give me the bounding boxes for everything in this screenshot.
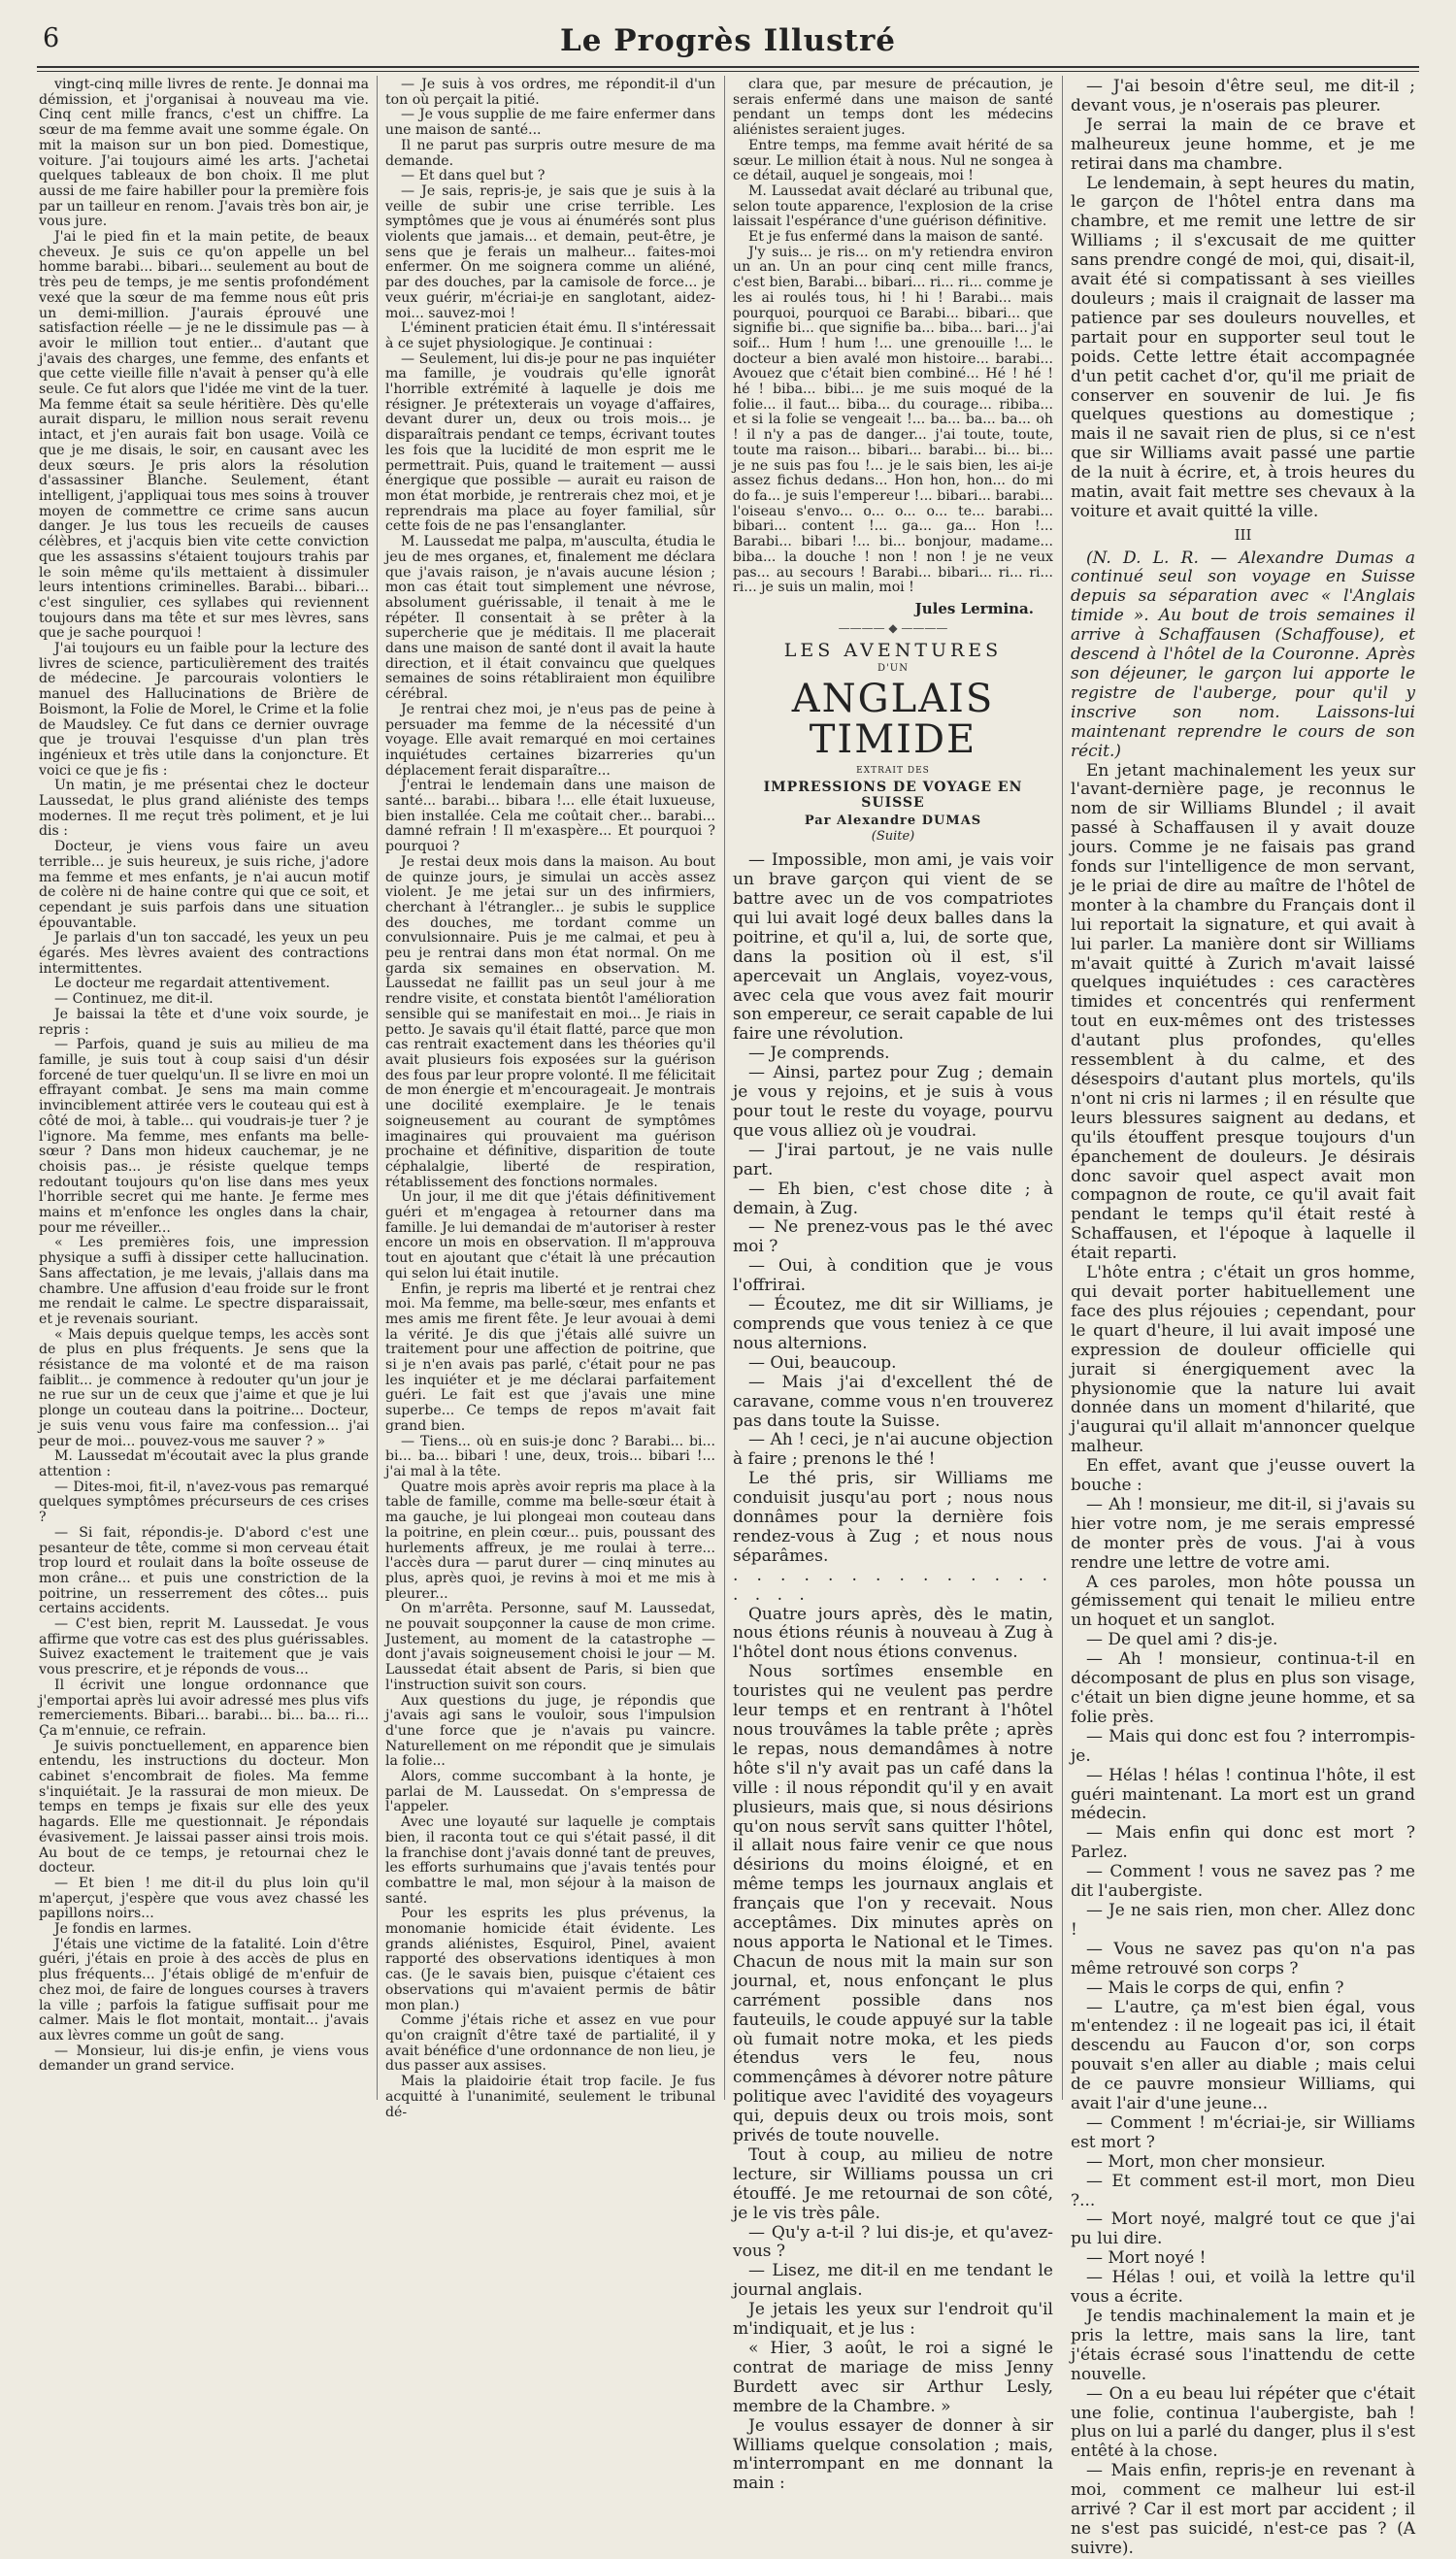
paragraph: — Lisez, me dit-il en me tendant le journal anglais. (733, 2261, 1053, 2301)
story-heading (733, 640, 1053, 844)
paragraph: Quatre mois après avoir repris ma place à la table de famille, comme ma belle-sœur était à ma gauche, je lui plongeai mon couteau dans la poitrine, en plein cœur... puis, poussant des hurlements affreux, je me roulai à terre... l'accès dura — parut durer — cinq minutes au plus, après quoi, je revins à moi et me mis à pleurer... (385, 1479, 715, 1602)
story-ending (733, 78, 1053, 596)
paragraph: « Mais depuis quelque temps, les accès sont de plus en plus fréquents. Je sens que la résistance de ma volonté et de ma raison faiblit... je commence à redouter qu'un jour je ne rue sur un de ceux que j'aime et que je lui plonge un couteau dans la poitrine... Docteur, je suis venu vous faire ma confession... j'ai peur de moi... pouvez-vous me sauver ? » (39, 1326, 369, 1449)
paragraph: A ces paroles, mon hôte poussa un gémissement qui tenait le milieu entre un hoquet et un sanglot. (1071, 1572, 1415, 1631)
paragraph: — Mais le corps de qui, enfin ? (1086, 1977, 1344, 1998)
paragraph: Un jour, il me dit que j'étais définitivement guéri et m'engagea à retourner dans ma famille. Je lui demandai de m'autoriser à rester encore un mois en observation. Il m'approuva tout en ajoutant que c'était là une précaution qui selon lui était inutile. (385, 1189, 715, 1281)
paragraph: J'ai toujours eu un faible pour la lecture des livres de science, particulièrement des traités de médecine. Je parcourais volontiers le manuel des Hallucinations de Brière de Boismont, la Folie de Morel, le Crime et la folie de Maudsley. Ce fut dans ce dernier ouvrage que je trouvai l'esquisse d'un plan très ingénieux et très utile dans la conjoncture. Et voici ce que je fis : (39, 641, 369, 779)
paragraph: J'y suis... je ris... on m'y retiendra environ un an. Un an pour cinq cent mille francs, c'est bien, Barabi... bibari... ri... ri... comme je les ai roulés tous, hi ! hi ! Barabi... mais pourquoi, pourquoi ce Barabi... bibari... que signifie bi... que signifie ba... biba... bari... j'ai soif... Hum ! hum !... une grenouille !... le docteur a bien avalé mon histoire... barabi... Avouez que c'était bien combiné... Hé ! hé ! hé ! biba... bibi... je me suis moqué de la folie... il faut... biba... du courage... ribiba... et si la folie se vengeait !... ba... ba... ba... oh ! il n'y a pas de danger... j'ai toute, toute, toute ma raison... bibari... barabi... bi... bi... je ne suis pas fou !... je le sais bien, les ai-je assez fichus dedans... Hon hon, hon... do mi do fa... je suis l'empereur !... bibari... barabi... l'oiseau s'envo... o... o... o... te... barabi... bibari... content !... ga... ga... Hon !... Barabi... bibari !... bi... bonjour, madame... biba... la douche ! non ! non ! je ne veux pas... au secours ! Barabi... bibari... ri... ri... ri... je suis un malin, moi ! (733, 244, 1053, 596)
page-header (37, 21, 1419, 72)
paragraph: — Ainsi, partez pour Zug ; demain je vous y rejoins, et je suis à vous pour tout le reste du voyage, pourvu que vous alliez où je voudrai. (733, 1063, 1053, 1141)
paragraph: — Parfois, quand je suis au milieu de ma famille, je suis tout à coup saisi d'un désir forcené de tuer quelqu'un. Il se livre en moi un effrayant combat. Je sens ma main comme invinciblement attirée vers le couteau qui est à côté de moi, à table... qui voudrais-je tuer ? je l'ignore. Ma femme, mes enfants ma belle-sœur ? Dans mon hideux cauchemar, je ne choisis pas... je résiste quelque temps redoutant toujours qu'on lise dans mes yeux l'horrible secret qui me hante. Je ferme mes mains et m'enfonce les ongles dans la chair, pour me réveiller... (39, 1037, 369, 1236)
paragraph: — Je vous supplie de me faire enfermer dans une maison de santé... (385, 107, 715, 139)
paragraph: Il écrivit une longue ordonnance que j'emportai après lui avoir adressé mes plus vifs remerciements. Bibari... barabi... bi... ba... ri... Ça m'ennuie, ce refrain. (39, 1677, 369, 1739)
paragraph: Alors, comme succombant à la honte, je parlai de M. Laussedat. On s'empressa de l'appeler. (385, 1769, 715, 1815)
paragraph: Je parlais d'un ton saccadé, les yeux un peu égarés. Mes lèvres avaient des contractions intermittentes. (39, 930, 369, 977)
paragraph: Pour les esprits les plus prévenus, la monomanie homicide était évidente. Les grands aliénistes, Esquirol, Pinel, avaient rapporté des observations identiques à mon cas. (Je le savais bien, puisque c'étaient ces observations qui m'avaient permis de bâtir mon plan.) (385, 1906, 715, 2013)
paragraph: — Seulement, lui dis-je pour ne pas inquiéter ma famille, je voudrais qu'elle ignorât l'horrible extrémité à laquelle je dois me résigner. Je prétexterais un voyage d'affaires, devant durer un, deux ou trois mois... je disparaîtrais pendant ce temps, écrivant toutes les fois que la lucidité de mon esprit me le permettrait. Puis, quand le traitement — aussi énergique que possible — aurait eu raison de mon état morbide, je rentrerais chez moi, et je reprendrais ma place au foyer familial, sûr cette fois de ne pas l'ensanglanter. (385, 350, 715, 535)
paragraph: En effet, avant que j'eusse ouvert la bouche : (1071, 1456, 1415, 1496)
paragraph: Le thé pris, sir Williams me conduisit jusqu'au port ; nous nous donnâmes pour la dernière fois rendez-vous à Zug ; et nous nous séparâmes. (733, 1469, 1053, 1566)
story-continued: (Suite) (871, 828, 915, 844)
paragraph: Nous sortîmes ensemble en touristes qui ne veulent pas perdre leur temps et en rentrant à l'hôtel nous trouvâmes la table prête ; après le repas, nous demandâmes à notre hôte s'il n'y avait pas un café dans la ville : il nous répondit qu'il y en avait plusieurs, mais que, si nous désirions qu'on nous servît sans quitter l'hôtel, il allait nous faire venir ce que nous désirions du moins éloigné, et en même temps les journaux anglais et français que l'on y recevait. Nous acceptâmes. Dix minutes après on nous apporta le National et le Times. Chacun de nous mit la main sur son journal, et, nous enfonçant le plus carrément possible dans nos fauteuils, le coude appuyé sur la table où fumait notre moka, et les pieds étendus vers le feu, nous commençâmes à dévorer notre pâture politique avec l'avidité des voyageurs qui, depuis deux ou trois mois, sont privés de toute nouvelle. (733, 1662, 1053, 2146)
paragraph: Il ne parut pas surpris outre mesure de ma demande. (385, 137, 715, 169)
paragraph: Et je fus enfermé dans la maison de santé. (748, 229, 1043, 246)
paragraph: — Si fait, répondis-je. D'abord c'est une pesanteur de tête, comme si mon cerveau était trop lourd et roulait dans la boîte osseuse de mon crâne... et puis une constriction de la poitrine, un resserrement des côtes... puis certains accidents. (39, 1524, 369, 1617)
column-divider (1062, 76, 1063, 2100)
paragraph: Je fondis en larmes. (54, 1921, 192, 1938)
paragraph: — Mais enfin, repris-je en revenant à moi, comment ce malheur lui est-il arrivé ? Car il est mort par accident ; il ne s'est pas suicidé, n'est-ce pas ? (A suivre). (1071, 2461, 1415, 2558)
paragraph: Je tendis machinalement la main et je pris la lettre, mais sans la lire, tant j'étais écrasé sous l'inattendu de cette nouvelle. (1071, 2307, 1415, 2384)
paragraph: — Et comment est-il mort, mon Dieu ?... (1071, 2171, 1415, 2210)
divider-ornament: ———— ◆ ———— (838, 620, 948, 635)
paragraph: — Mais j'ai d'excellent thé de caravane, comme vous n'en trouverez pas dans toute la Suisse. (733, 1372, 1053, 1431)
paragraph: — Hélas ! hélas ! continua l'hôte, il est guéri maintenant. La mort est un grand médecin. (1071, 1765, 1415, 1824)
paragraph: — Mais enfin qui donc est mort ? Parlez. (1071, 1823, 1415, 1863)
paragraph: Je baissai la tête et d'une voix sourde, je repris : (39, 1006, 369, 1038)
editor-note: (N. D. L. R. — Alexandre Dumas a continué seul son voyage en Suisse depuis sa séparation avec « l'Anglais timide ». Au bout de trois semaines il arrive à Schaffausen (Schaffouse), et descend à l'hôtel de la Couronne. Après son déjeuner, le garçon lui apporte le registre de l'auberge, pour qu'il y inscrive son nom. Laissons-lui maintenant reprendre le cours de son récit.) (1071, 548, 1415, 761)
story-heading-line1: LES AVENTURES (783, 640, 1003, 662)
paragraph: — Et bien ! me dit-il du plus loin qu'il m'aperçut, j'espère que vous avez chassé les papillons noirs... (39, 1875, 369, 1922)
paragraph: — Qu'y a-t-il ? lui dis-je, et qu'avez-vous ? (733, 2222, 1053, 2262)
paragraph: — Continuez, me dit-il. (54, 991, 214, 1008)
paragraph: Tout à coup, au milieu de notre lecture, sir Williams poussa un cri étouffé. Je me retournai de son côté, je le vis très pâle. (733, 2144, 1053, 2223)
paragraph: Je suivis ponctuellement, en apparence bien entendu, les instructions du docteur. Mon cabinet s'encombrait de fioles. Ma femme s'inquiétait. Je la rassurai de mon mieux. De temps en temps je fixais sur elle des yeux hagards. Elle me questionnait. Je répondais évasivement. Je laissai passer ainsi trois mois. Au bout de ce temps, je retournai chez le docteur. (39, 1738, 369, 1877)
author-signature: Jules Lermina. (914, 599, 1034, 617)
paragraph: — C'est bien, reprit M. Laussedat. Je vous affirme que votre cas est des plus guérissables. Suivez exactement le traitement que je vais vous prescrire, et je réponds de vous... (39, 1616, 369, 1678)
story-source: IMPRESSIONS DE VOYAGE EN SUISSE (763, 780, 1023, 812)
column-4 (1071, 77, 1415, 2558)
paragraph: — Mort noyé, malgré tout ce que j'ai pu lui dire. (1071, 2210, 1415, 2249)
story-body (733, 851, 1053, 2494)
paragraph: — Écoutez, me dit sir Williams, je comprends que vous teniez à ce que nous alternions. (733, 1295, 1053, 1353)
paragraph: M. Laussedat m'écoutait avec la plus grande attention : (39, 1448, 369, 1479)
paragraph: M. Laussedat me palpa, m'ausculta, étudia le jeu de mes organes, et, finalement me déclara que j'avais raison, je n'avais aucune lésion ; mon cas était tout simplement une névrose, absolument guérissable, il tenait à me le répéter. Il consentait à se prêter à la supercherie que je méditais. Il me placerait dans une maison de santé dont il avait la haute direction, et il était convaincu que quelques semaines de soins rétabliraient mon équilibre cérébral. (385, 534, 715, 703)
paragraph: J'étais une victime de la fatalité. Loin d'être guéri, j'étais en proie à des accès de plus en plus fréquents... J'étais obligé de m'enfuir de chez moi, de faire de longues courses à travers la ville ; parfois la fatigue suffisait pour me calmer. Mais le flot montait, montait... j'avais aux lèvres comme un goût de sang. (39, 1936, 369, 2044)
paragraph: — Mais qui donc est fou ? interrompis-je. (1071, 1726, 1415, 1766)
newspaper-title: Le Progrès Illustré (559, 23, 897, 58)
paragraph: J'ai le pied fin et la main petite, de beaux cheveux. Je suis ce qu'on appelle un bel homme barabi... bibari... seulement au bout de très peu de temps, je me sentis profondément vexé que la sœur de ma femme nous eût pris un demi-million. J'aurais éprouvé une satisfaction réelle — je ne le dissimule pas — à avoir le million tout entier... d'autant que j'avais des charges, une femme, des enfants et que cette vieille fille n'avait à penser qu'à elle seule. Ce fut alors que l'idée me vint de la tuer. Ma femme était sa seule héritière. Dès qu'elle aurait disparu, le million nous serait revenu intact, et j'en aurais fait bon usage. Voilà ce que je me disais, le soir, en causant avec les deux sœurs. Je pris alors la résolution d'assassiner Blanche. Seulement, étant intelligent, j'appliquai tous mes soins à trouver moyen de commettre ce crime sans aucun danger. Je lus tous les recueils de causes célèbres, et j'acquis bien vite cette conviction que les assassins s'étaient toujours trahis par le soin même qu'ils mettaient à dissimuler leurs intentions criminelles. Barabi... bibari... c'est singulier, ces syllabes qui reviennent toujours dans ma tête et sur mes lèvres, sans que je sache pourquoi ! (39, 229, 369, 642)
paragraph: « Les premières fois, une impression physique a suffi à dissiper cette hallucination. Sans affectation, je me levais, j'allais dans ma chambre. Une affusion d'eau froide sur le front me rendait le calme. Le spectre disparaissait, et je revenais souriant. (39, 1235, 369, 1327)
paragraph: Je jetais les yeux sur l'endroit qu'il m'indiquait, et je lus : (733, 2300, 1053, 2340)
paragraph: — L'autre, ça m'est bien égal, vous m'entendez : il ne logeait pas ici, il était descendu au Faucon d'or, son corps pouvait s'en aller au diable ; mais celui de ce pauvre monsieur Williams, qui avait l'air d'une jeune... (1071, 1997, 1415, 2114)
paragraph: clara que, par mesure de précaution, je serais enfermé dans une maison de santé pendant un temps dont les médecins aliénistes seraient juges. (733, 77, 1053, 139)
paragraph: Mais la plaidoirie était trop facile. Je fus acquitté à l'unanimité, seulement le tribunal dé- (385, 2074, 715, 2120)
paragraph: Aux questions du juge, je répondis que j'avais agi sans le vouloir, sous l'impulsion d'une force que je n'avais pu vaincre. Naturellement on me répondit que je simulais la folie... (385, 1692, 715, 1770)
paragraph: En jetant machinalement les yeux sur l'avant-dernière page, je reconnus le nom de sir Williams Blundel ; il avait passé à Schaffausen il y avait douze jours. Comme je ne faisais pas grand fonds sur l'intelligence de mon servant, je le priai de dire au maître de l'hôtel de monter à la chambre du Français dont il lui reportait la signature, et qui avait à lui parler. La manière dont sir Williams m'avait quitté à Zurich m'avait laissé quelques inquiétudes : ces caractères timides et concentrés qui renferment tout en eux-mêmes ont des tristesses d'autant plus profondes, qu'elles ressemblent à du calme, et des désespoirs d'autant plus mortels, qu'ils n'ont ni cris ni larmes ; il en résulte que leurs blessures saignent au dedans, et qu'ils étouffent presque toujours d'un épanchement de douleurs. Je désirais donc savoir quel aspect avait mon compagnon de route, ce qu'il avait fait pendant le temps qu'il était resté à Schaffausen, et l'époque à laquelle il était reparti. (1071, 760, 1415, 1264)
paragraph: — Mort noyé ! (1086, 2248, 1207, 2269)
paragraph: Je restai deux mois dans la maison. Au bout de quinze jours, je simulai un accès assez violent. Je me jetai sur un des infirmiers, cherchant à l'étrangler... je subis le supplice des douches, me tordant comme un convulsionnaire. Puis je me calmai, et peu à peu je rentrai dans mon état normal. On me garda six semaines en observation. M. Laussedat ne faillit pas un seul jour à me rendre visite, et constata bientôt l'amélioration sensible qui se manifestait en moi... Je riais in petto. Je savais qu'il était flatté, parce que mon cas rentrait exactement dans les théories qu'il avait plusieurs fois exposées sur la guérison des fous par leur propre volonté. Il me félicitait de mon énergie et m'encourageait. Je montrais une docilité exemplaire. Je le tenais soigneusement au courant de symptômes imaginaires qui prouvaient ma guérison prochaine et définitive, disparition de toute céphalalgie, liberté de respiration, rétablissement des fonctions normales. (385, 853, 715, 1190)
paragraph: — Je comprends. (748, 1044, 890, 1064)
paragraph: — Oui, beaucoup. (748, 1352, 897, 1373)
header-rule (37, 66, 1419, 68)
paragraph: — J'ai besoin d'être seul, me dit-il ; devant vous, je n'oserais pas pleurer. (1071, 77, 1415, 116)
paragraph: — Eh bien, c'est chose dite ; à demain, à Zug. (733, 1179, 1053, 1218)
paragraph: — Ah ! monsieur, continua-t-il en décomposant de plus en plus son visage, c'était un bien digne jeune homme, et sa folie près. (1071, 1649, 1415, 1727)
column-2 (385, 77, 715, 2120)
paragraph: — Monsieur, lui dis-je enfin, je viens vous demander un grand service. (39, 2043, 369, 2075)
story-body-continued-2 (1071, 762, 1415, 2559)
paragraph: Comme j'étais riche et assez en vue pour qu'on craignît d'être taxé de partialité, il y avait bénéfice d'une ordonnance de non lieu, je dus passer aux assises. (385, 2012, 715, 2075)
paragraph: L'hôte entra ; c'était un gros homme, qui devait porter habituellement une face des plus réjouies ; cependant, pour le quart d'heure, il lui avait imposé une expression de douleur officielle qui jurait si énergiquement avec la physionomie que la nature lui avait donnée dans un moment d'hilarité, que j'augurai qu'il allait m'annoncer quelque malheur. (1071, 1263, 1415, 1457)
story-extract-label: EXTRAIT DES (856, 765, 930, 776)
paragraph: — Comment ! vous ne savez pas ? me dit l'aubergiste. (1071, 1862, 1415, 1902)
column-3 (733, 77, 1053, 2494)
section-number: III (1234, 525, 1252, 544)
paragraph: — Comment ! m'écriai-je, sir Williams est mort ? (1071, 2112, 1415, 2152)
column-1 (39, 78, 369, 2100)
story-heading-line2: D'UN (877, 663, 909, 675)
paragraph: J'entrai le lendemain dans une maison de santé... barabi... bibara !... elle était luxueuse, bien installée. Cela me coûtait cher... barabi... damné refrain ! Il m'exaspère... Et pourquoi ? pourquoi ? (385, 778, 715, 855)
paragraph: — Ah ! monsieur, me dit-il, si j'avais su hier votre nom, je me serais empressé de monter près de vous. J'ai à vous rendre une lettre de votre ami. (1071, 1494, 1415, 1573)
paragraph: — Je ne sais rien, mon cher. Allez donc ! (1071, 1900, 1415, 1940)
header-rule-thin (37, 71, 1419, 72)
paragraph: Enfin, je repris ma liberté et je rentrai chez moi. Ma femme, ma belle-sœur, mes enfants et mes amis me firent fête. Je leur avouai à demi la vérité. Je dis que j'étais allé suivre un traitement pour une affection de poitrine, que si je n'en avais pas parlé, c'était pour ne pas les inquiéter et je me déclarai parfaitement guéri. Le fait est que j'avais une mine superbe... Ce temps de repos m'avait fait grand bien. (385, 1280, 715, 1434)
paragraph: Le lendemain, à sept heures du matin, le garçon de l'hôtel entra dans ma chambre, et me remit une lettre de sir Williams ; il s'excusait de me quitter sans prendre congé de moi, qui, disait-il, avait été si compatissant à ses vieilles douleurs ; mais il craignait de lasser ma patience par ses douleurs nouvelles, et partait pour en supporter seul tout le poids. Cette lettre était accompagnée d'un petit cachet d'or, qu'il me priait de conserver en souvenir de lui. Je fis quelques questions au domestique ; mais il ne savait rien de plus, si ce n'est que sir Williams avait passé une partie de la nuit à écrire, et, à trois heures du matin, avait fait mettre ses chevaux à la voiture et avait quitté la ville. (1071, 173, 1415, 521)
paragraph: — Dites-moi, fit-il, n'avez-vous pas remarqué quelques symptômes précurseurs de ces crises ? (39, 1479, 369, 1526)
story-author: Par Alexandre DUMAS (804, 813, 982, 828)
column-divider (724, 76, 725, 2100)
paragraph: — Oui, à condition que je vous l'offrirai. (733, 1256, 1053, 1296)
paragraph: Je serrai la main de ce brave et malheureux jeune homme, et je me retirai dans ma chambre. (1071, 115, 1415, 174)
paragraph: — Hélas ! oui, et voilà la lettre qu'il vous a écrite. (1071, 2268, 1415, 2308)
paragraph: — Je sais, repris-je, je sais que je suis à la veille de subir une crise terrible. Les symptômes que je vous ai énumérés sont plus violents que jamais... et demain, peut-être, je sens que je ferais un malheur... faites-moi enfermer. On me soignera comme un aliéné, par des douches, par la camisole de force... je veux guérir, m'écriai-je en sanglotant, aidez-moi... sauvez-moi ! (385, 183, 715, 321)
paragraph: — De quel ami ? dis-je. (1086, 1630, 1278, 1650)
paragraph: — Impossible, mon ami, je vais voir un brave garçon qui vient de se battre avec un de vos compatriotes qui lui avait logé deux balles dans la poitrine, et qu'il a, lui, de sorte que, dans la position où il est, s'il apercevait un Anglais, voyez-vous, avec cela que vous avez fait mourir son empereur, ce serait capable de lui faire une révolution. (733, 850, 1053, 1045)
paragraph: — Mort, mon cher monsieur. (1086, 2151, 1326, 2172)
paragraph: — J'irai partout, je ne vais nulle part. (733, 1140, 1053, 1180)
paragraph: M. Laussedat avait déclaré au tribunal que, selon toute apparence, l'explosion de la crise laissait l'espérance d'une guérison définitive. (733, 183, 1053, 230)
paragraph: — Ne prenez-vous pas le thé avec moi ? (733, 1217, 1053, 1257)
story-body-continued (1071, 78, 1415, 522)
paragraph: — Et dans quel but ? (401, 168, 546, 184)
paragraph: Le docteur me regardait attentivement. (54, 976, 330, 992)
paragraph: L'éminent praticien était ému. Il s'intéressait à ce sujet physiologique. Je continuai : (385, 320, 715, 351)
paragraph: . . . . . . . . . . . . . . . . . . (733, 1565, 1053, 1605)
paragraph: vingt-cinq mille livres de rente. Je donnai ma démission, et j'organisai à nouveau ma vie. Cinq cent mille francs, c'est un chiffre. La sœur de ma femme avait une somme égale. On mit la maison sur un bon pied. Domestique, voiture. J'ai toujours aimé les arts. J'achetai quelques tableaux de bon choix. Il me plut aussi de me faire habiller pour la première fois par un tailleur en renom. J'avais très bon air, je vous jure. (39, 77, 369, 230)
paragraph: Avec une loyauté sur laquelle je comptais bien, il raconta tout ce qui s'était passé, il dit la franchise dont j'avais donné tant de preuves, les efforts surhumains que j'avais tentés pour combattre le mal, mon séjour à la maison de santé. (385, 1814, 715, 1907)
paragraph: Je rentrai chez moi, je n'eus pas de peine à persuader ma femme de la nécessité d'un voyage. Elle avait remarqué en moi certaines inquiétudes certaines bizarreries qu'un déplacement ferait disparaître... (385, 701, 715, 779)
paragraph: — Tiens... où en suis-je donc ? Barabi... bi... bi... ba... bibari ! une, deux, trois... bibari !... j'ai mal à la tête. (385, 1433, 715, 1479)
paragraph: — Je suis à vos ordres, me répondit-il d'un ton où perçait la pitié. (385, 77, 715, 108)
paragraph: — On a eu beau lui répéter que c'était une folie, continua l'aubergiste, bah ! plus on lui a parlé du danger, plus il s'est entêté à la chose. (1071, 2383, 1415, 2462)
paragraph: Entre temps, ma femme avait hérité de sa sœur. Le million était à nous. Nul ne songea à ce détail, auquel je songeais, moi ! (733, 137, 1053, 184)
paragraph: On m'arrêta. Personne, sauf M. Laussedat, ne pouvait soupçonner la cause de mon crime. Justement, au moment de la catastrophe — dont j'avais soigneusement choisi le jour — M. Laussedat était absent de Paris, si bien que l'instruction suivit son cours. (385, 1601, 715, 1693)
page-number: 6 (43, 23, 60, 53)
paragraph: Je voulus essayer de donner à sir Williams quelque consolation ; mais, m'interrompant en me donnant la main : (733, 2415, 1053, 2494)
paragraph: « Hier, 3 août, le roi a signé le contrat de mariage de miss Jenny Burdett avec sir Arthur Lesly, membre de la Chambre. » (733, 2339, 1053, 2416)
column-divider (377, 76, 378, 2100)
paragraph: — Ah ! ceci, je n'ai aucune objection à faire ; prenons le thé ! (733, 1430, 1053, 1470)
paragraph: — Vous ne savez pas qu'on n'a pas même retrouvé son corps ? (1071, 1939, 1415, 1978)
paragraph: Quatre jours après, dès le matin, nous étions réunis à nouveau à Zug à l'hôtel dont nous étions convenus. (733, 1604, 1053, 1663)
story-title: ANGLAIS TIMIDE (791, 676, 995, 762)
paragraph: Docteur, je viens vous faire un aveu terrible... je suis heureux, je suis riche, j'adore ma femme et mes enfants, je n'ai aucun motif de colère ni de haine contre qui que ce soit, et cependant je suis parfois dans une situation épouvantable. (39, 839, 369, 931)
paragraph: Un matin, je me présentai chez le docteur Laussedat, le plus grand aliéniste des temps modernes. Il me reçut très poliment, et je lui dis : (39, 778, 369, 840)
